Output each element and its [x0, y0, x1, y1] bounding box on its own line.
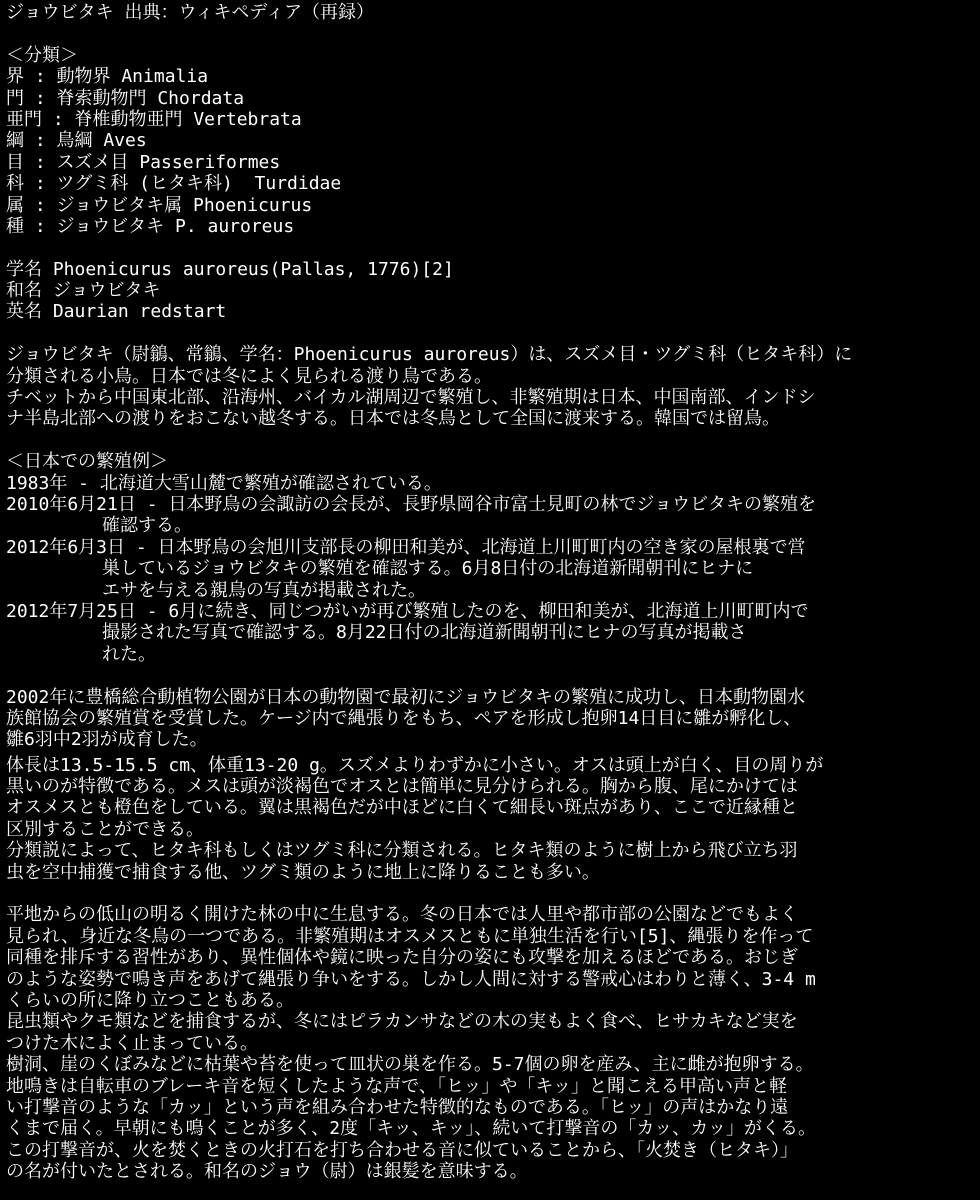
- breeding-entry: 2012年6月3日 - 日本野鳥の会旭川支部長の柳田和美が、北海道上川町町内の空き家の屋根裏で営: [6, 536, 806, 558]
- ecology-line: のような姿勢で鳴き声をあげて縄張り争いをする。しかし人間に対する警戒心はわりと薄く、3-4 m: [6, 968, 816, 990]
- spacer: [6, 323, 980, 344]
- description-line: 区別することができる。: [6, 818, 204, 840]
- description-line: 分類説によって、ヒタキ科もしくはツグミ科に分類される。ヒタキ類のように樹上から飛び立ち羽: [6, 840, 798, 862]
- ecology-line: 樹洞、崖のくぼみなどに枯葉や苔を使って皿状の巣を作る。5-7個の卵を産み、主に雌が抱卵する。: [6, 1054, 814, 1076]
- zoo-line: 2002年に豊橋総合動植物公園が日本の動物園で最初にジョウビタキの繁殖に成功し、日本動物園水: [6, 686, 805, 708]
- breeding-entry-continuation: 巣しているジョウビタキの繁殖を確認する。6月8日付の北海道新聞朝刊にヒナに: [102, 558, 754, 580]
- document-title: ジョウビタキ 出典：ウィキペディア（再録）: [6, 2, 374, 23]
- classification-heading: ＜分類＞: [6, 44, 78, 66]
- ecology-line: 地鳴きは自転車のブレーキ音を短くしたような声で、「ヒッ」や「キッ」と聞こえる甲高い声と軽: [6, 1075, 788, 1097]
- breeding-entry: 2010年6月21日 - 日本野鳥の会諏訪の会長が、長野県岡谷市富士見町の林でジョウビタキの繁殖を: [6, 493, 817, 515]
- classification-order: 目 : スズメ目 Passeriformes: [6, 151, 281, 173]
- ecology-line: 昆虫類やクモ類などを捕食するが、冬にはピラカンサなどの木の実もよく食べ、ヒサカキなど実を: [6, 1011, 798, 1033]
- japanese-name: 和名 ジョウビタキ: [6, 280, 161, 302]
- english-name: 英名 Daurian redstart: [6, 301, 227, 323]
- classification-class: 綱 : 鳥綱 Aves: [6, 130, 147, 152]
- ecology-line: つけた木によく止まっている。: [6, 1032, 258, 1054]
- classification-subphylum: 亜門 : 脊椎動物亜門 Vertebrata: [6, 108, 302, 130]
- ecology-line: 同種を排斥する習性があり、異性個体や鏡に映った自分の姿にも攻撃を加えるほどである。おじぎ: [6, 947, 798, 969]
- intro-line: 分類される小鳥。日本では冬によく見られる渡り鳥である。: [6, 365, 492, 387]
- zoo-line: 族館協会の繁殖賞を受賞した。ケージ内で縄張りをもち、ペアを形成し抱卵14日目に雛が孵化し、: [6, 707, 802, 729]
- ecology-line: くまで届く。早朝にも鳴くことが多く、2度「キッ、キッ」、続いて打撃音の「カッ、カッ」がくる。: [6, 1118, 817, 1140]
- spacer: [6, 237, 980, 258]
- breeding-entry: 2012年7月25日 - 6月に続き、同じつがいが再び繁殖したのを、柳田和美が、北海道上川町町内で: [6, 600, 809, 622]
- breeding-heading: ＜日本での繁殖例＞: [6, 451, 168, 473]
- classification-genus: 属 : ジョウビタキ属 Phoenicurus: [6, 194, 313, 216]
- classification-phylum: 門 : 脊索動物門 Chordata: [6, 87, 245, 109]
- spacer: [6, 665, 980, 686]
- ecology-line: い打撃音のような「カッ」という声を組み合わせた特徴的なものである。「ヒッ」の声はかなり遠: [6, 1096, 789, 1118]
- ecology-line: 見られ、身近な冬鳥の一つである。非繁殖期はオスメスともに単独生活を行い[5]、縄張りを作って: [6, 925, 814, 947]
- ecology-line: 平地からの低山の明るく開けた林の中に生息する。冬の日本では人里や都市部の公園などでもよく: [6, 904, 798, 926]
- scientific-name: 学名 Phoenicurus auroreus(Pallas, 1776)[2]: [6, 258, 454, 280]
- breeding-entry-continuation: れた。: [102, 643, 156, 665]
- classification-kingdom: 界 : 動物界 Animalia: [6, 66, 209, 88]
- description-line: 体長は13.5-15.5 cm、体重13-20 g。スズメよりわずかに小さい。オスは頭上が白く、目の周りが: [6, 754, 824, 776]
- spacer: [6, 883, 980, 904]
- zoo-line: 雛6羽中2羽が成育した。: [6, 729, 208, 751]
- spacer: [6, 430, 980, 451]
- intro-line: ジョウビタキ（尉鶲、常鶲、学名：Phoenicurus auroreus）は、スズメ目・ツグミ科（ヒタキ科）に: [6, 344, 853, 366]
- description-line: 黒いのが特徴である。メスは頭が淡褐色でオスとは簡単に見分けられる。胸から腹、尾にかけては: [6, 776, 798, 798]
- intro-line: チベットから中国東北部、沿海州、バイカル湖周辺で繁殖し、非繁殖期は日本、中国南部、インドシ: [6, 387, 816, 409]
- breeding-entry-continuation: 撮影された写真で確認する。8月22日付の北海道新聞朝刊にヒナの写真が掲載さ: [102, 622, 747, 644]
- classification-species: 種 : ジョウビタキ P. auroreus: [6, 215, 295, 237]
- intro-line: ナ半島北部への渡りをおこない越冬する。日本では冬鳥として全国に渡来する。韓国では留鳥。: [6, 408, 780, 430]
- spacer: [6, 23, 980, 44]
- description-line: オスメスとも橙色をしている。翼は黒褐色だが中ほどに白くて細長い斑点があり、ここで近縁種と: [6, 797, 798, 819]
- breeding-entry: 1983年 - 北海道大雪山麓で繁殖が確認されている。: [6, 472, 442, 494]
- ecology-line: くらいの所に降り立つこともある。: [6, 989, 294, 1011]
- breeding-entry-continuation: 確認する。: [102, 515, 192, 537]
- breeding-entry-continuation: エサを与える親鳥の写真が掲載された。: [102, 579, 426, 601]
- ecology-line: この打撃音が、火を焚くときの火打石を打ち合わせる音に似ていることから、「火焚き（ヒタキ）」: [6, 1139, 798, 1161]
- ecology-line: の名が付いたとされる。和名のジョウ（尉）は銀髪を意味する。: [6, 1161, 528, 1183]
- description-line: 虫を空中捕獲で捕食する他、ツグミ類のように地上に降りることも多い。: [6, 861, 600, 883]
- classification-family: 科 : ツグミ科 (ヒタキ科) Turdidae: [6, 173, 342, 195]
